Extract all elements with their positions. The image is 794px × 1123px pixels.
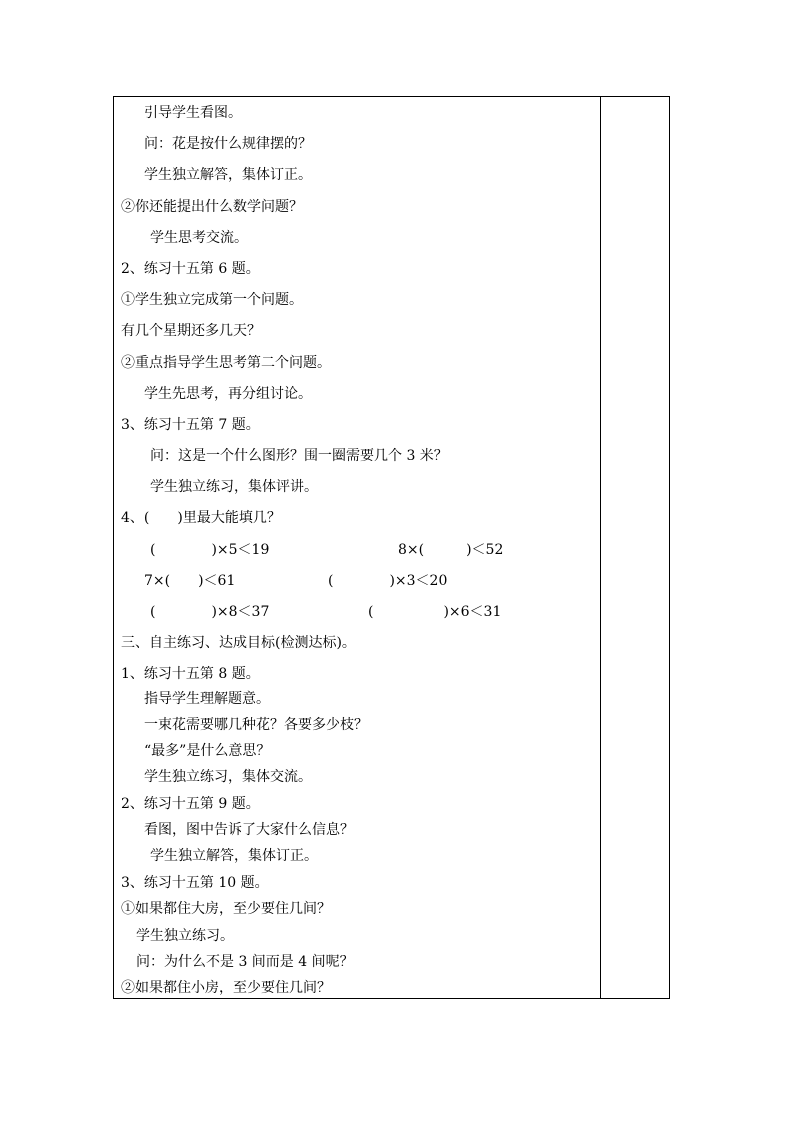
lesson-line: 4、( )里最大能填几？	[121, 510, 281, 526]
lesson-line: 学生独立练习，集体交流。	[144, 769, 312, 785]
exercise-item: 7×( )＜61	[144, 573, 236, 589]
lesson-line: ②重点指导学生思考第二个问题。	[121, 355, 331, 371]
lesson-line: ①学生独立完成第一个问题。	[121, 292, 303, 308]
lesson-line: 学生独立解答，集体订正。	[144, 167, 312, 183]
lesson-line: 看图，图中告诉了大家什么信息？	[144, 822, 354, 838]
lesson-line: 学生独立解答，集体订正。	[150, 848, 318, 864]
lesson-line: 学生独立练习。	[136, 928, 234, 944]
lesson-line: 问：为什么不是 3 间而是 4 间呢？	[136, 954, 354, 970]
lesson-line: 引导学生看图。	[144, 105, 242, 121]
lesson-line: 学生思考交流。	[150, 230, 248, 246]
lesson-line: 问：这是一个什么图形？围一圈需要几个 3 米？	[150, 448, 448, 464]
exercise-item: ( )×6＜31	[368, 604, 502, 620]
section-heading: 三、自主练习、达成目标(检测达标)。	[121, 635, 356, 651]
lesson-line: ②如果都住小房，至少要住几间？	[121, 980, 331, 996]
lesson-line: 3、练习十五第 10 题。	[121, 875, 269, 891]
notes-cell	[601, 97, 669, 998]
lesson-line: 2、练习十五第 9 题。	[121, 796, 260, 812]
lesson-line: 3、练习十五第 7 题。	[121, 417, 260, 433]
lesson-line: 学生先思考，再分组讨论。	[144, 386, 312, 402]
lesson-line: 1、练习十五第 8 题。	[121, 666, 260, 682]
lesson-line: “最多”是什么意思？	[144, 743, 271, 759]
exercise-item: ( )×8＜37	[150, 604, 270, 620]
lesson-line: 问：花是按什么规律摆的？	[144, 136, 312, 152]
exercise-item: ( )×5＜19	[150, 542, 270, 558]
lesson-line: 指导学生理解题意。	[144, 691, 270, 707]
lesson-line: 2、练习十五第 6 题。	[121, 261, 260, 277]
lesson-line: ①如果都住大房，至少要住几间？	[121, 901, 331, 917]
lesson-line: 学生独立练习，集体评讲。	[150, 479, 318, 495]
lesson-line: ②你还能提出什么数学问题？	[121, 199, 303, 215]
exercise-item: ( )×3＜20	[328, 573, 448, 589]
lesson-line: 一束花需要哪几种花？各要多少枝？	[144, 717, 368, 733]
lesson-line: 有几个星期还多几天？	[121, 323, 261, 339]
exercise-item: 8×( )＜52	[398, 542, 504, 558]
